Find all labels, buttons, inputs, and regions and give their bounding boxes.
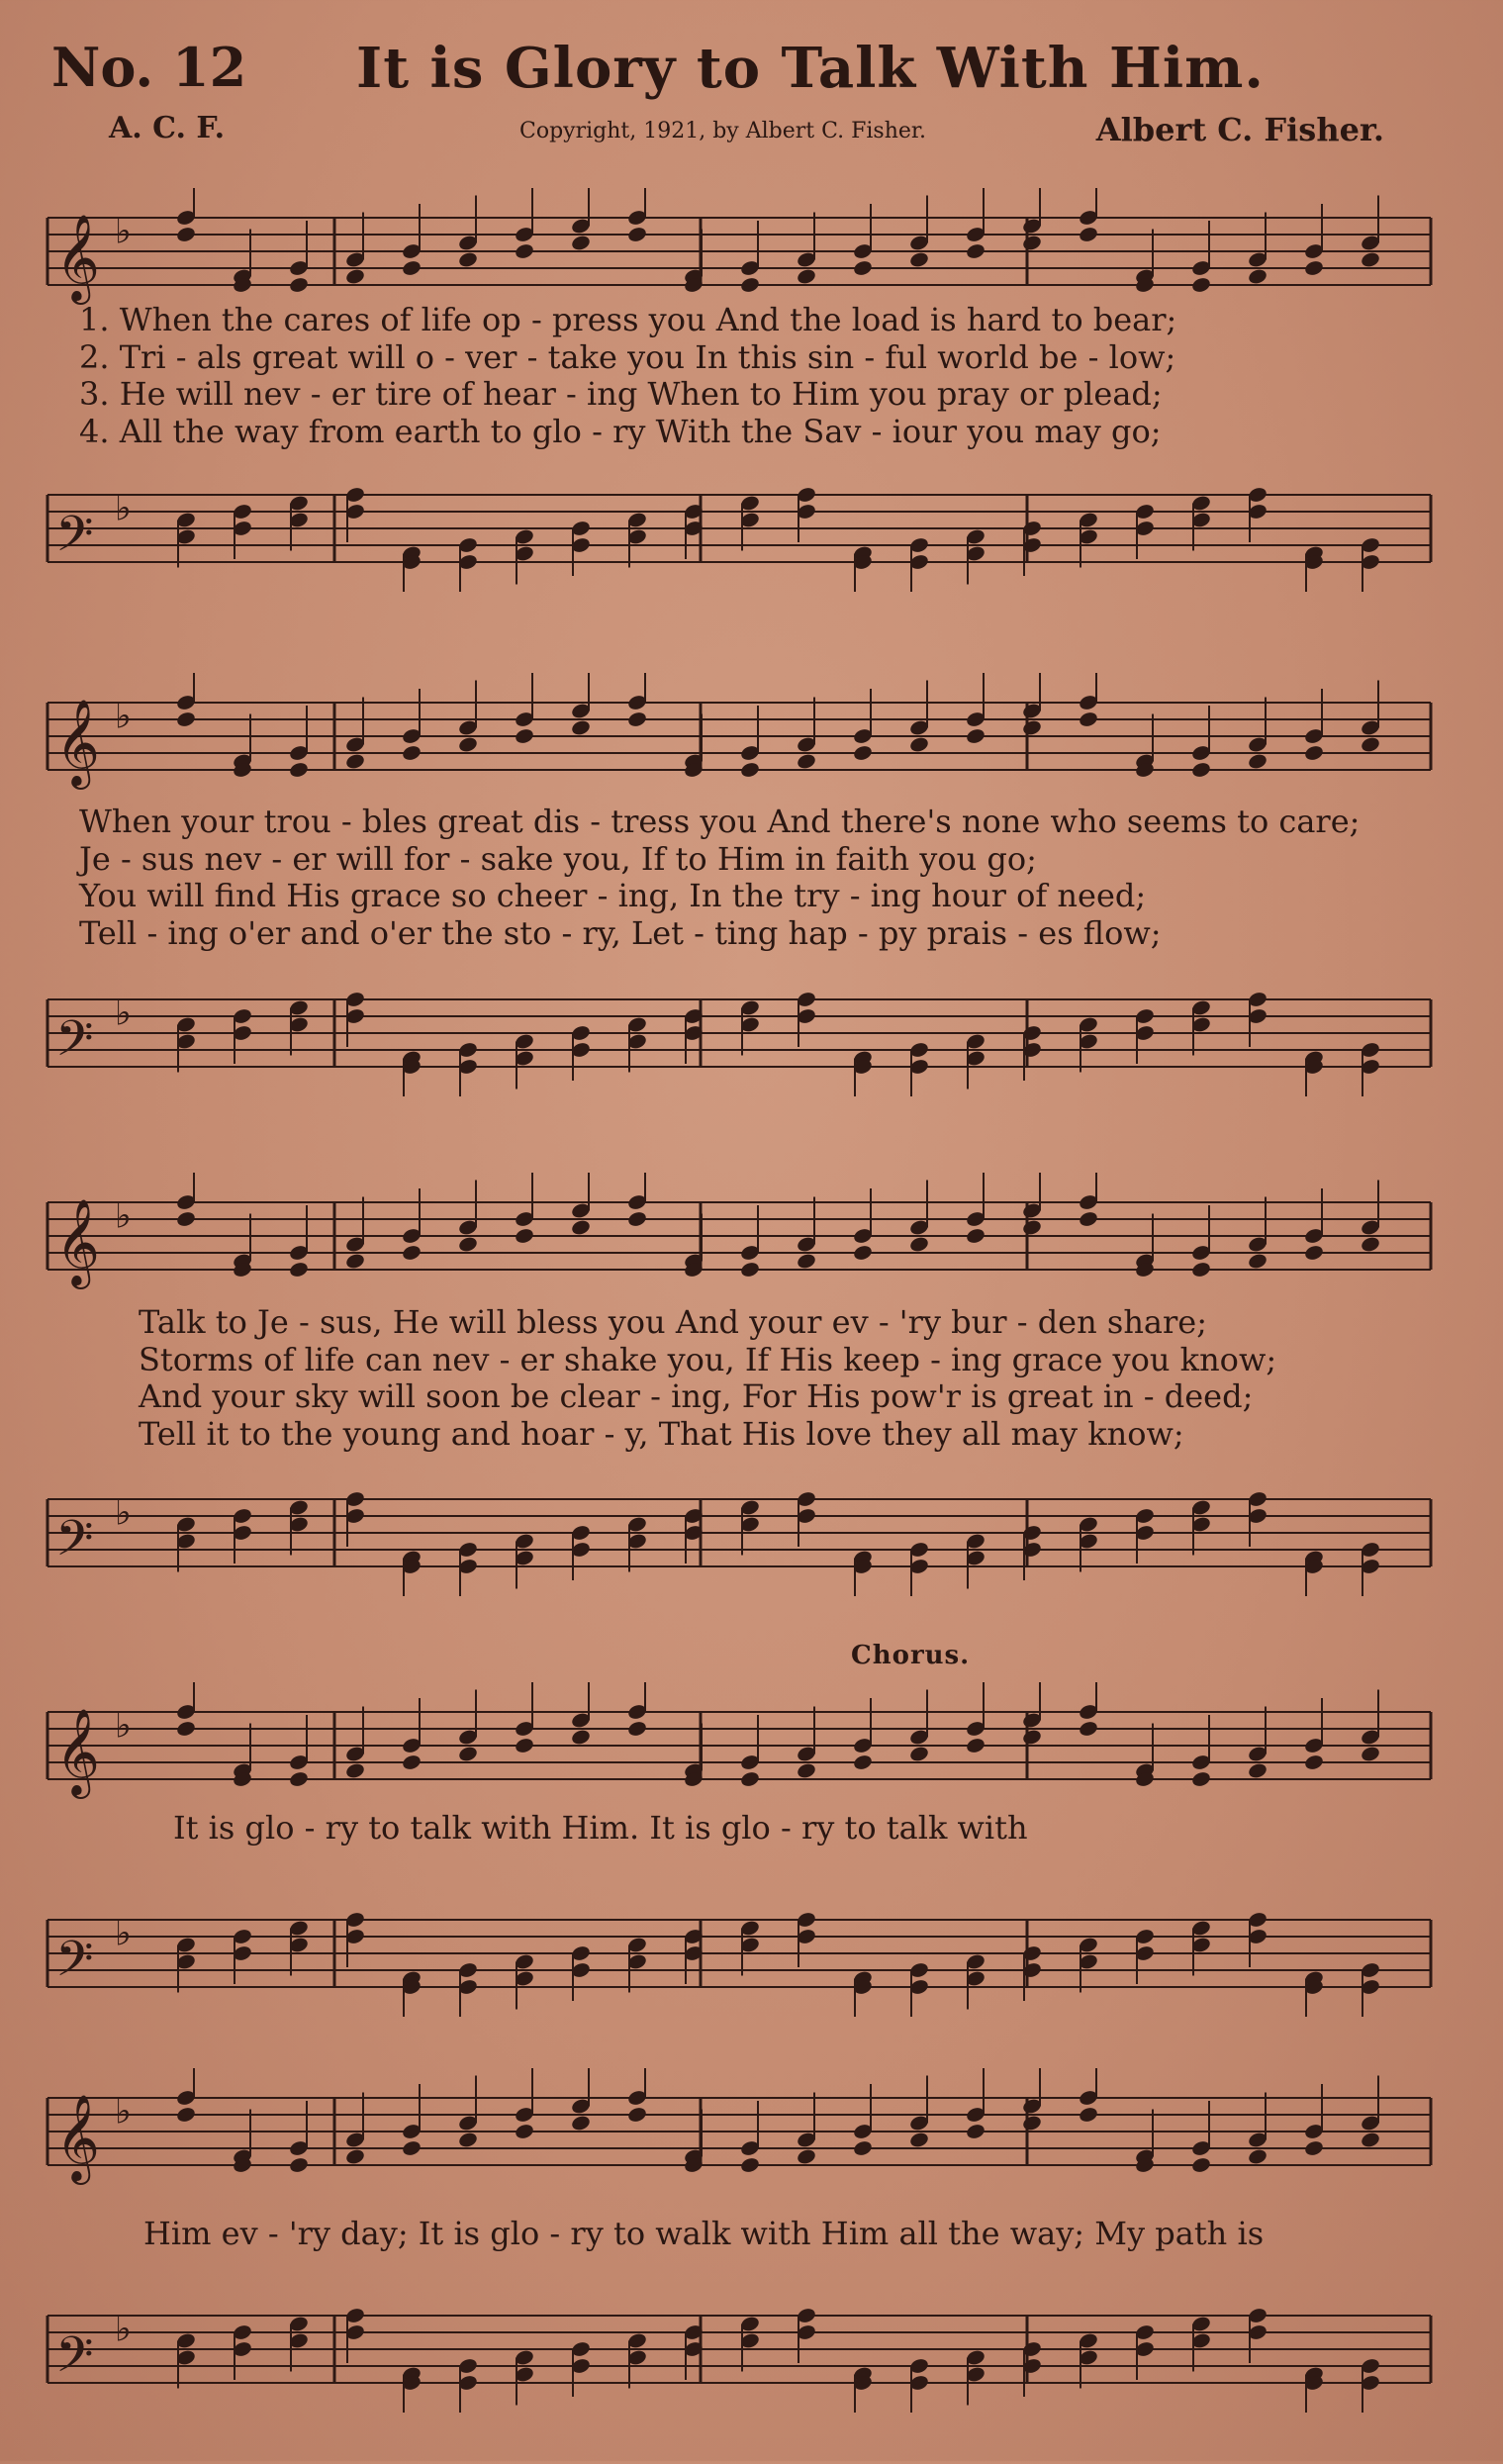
music-system-5: [38, 2048, 1441, 2464]
svg-text:♭: ♭: [115, 2309, 132, 2350]
verse-lyrics-block-3: [139, 1304, 1464, 1453]
copyright-notice: Copyright, 1921, by Albert C. Fisher.: [519, 119, 926, 143]
verse-line: 2. Tri - als great will o - ver - take you In this sin - ful world be - low;: [79, 337, 1176, 376]
svg-text:𝄢: 𝄢: [55, 1931, 94, 2000]
bass-staff: [38, 2286, 1441, 2415]
hymn-number: No. 12: [51, 36, 247, 99]
treble-staff: [38, 1682, 1441, 1811]
bass-staff: [38, 970, 1441, 1098]
svg-text:𝄞: 𝄞: [55, 1197, 100, 1285]
treble-staff: [38, 2068, 1441, 2197]
svg-text:𝄞: 𝄞: [55, 213, 100, 301]
music-system-4: [38, 1662, 1441, 2038]
svg-text:♭: ♭: [115, 696, 132, 737]
svg-text:𝄞: 𝄞: [55, 1707, 100, 1795]
verse-line: Tell it to the young and hoar - y, That His love they all may know;: [139, 1414, 1184, 1453]
bass-staff: [38, 1890, 1441, 2019]
svg-text:♭: ♭: [115, 993, 132, 1034]
svg-text:𝄢: 𝄢: [55, 1010, 94, 1080]
svg-text:♭: ♭: [115, 488, 132, 529]
svg-text:♭: ♭: [115, 1195, 132, 1237]
verse-line: Storms of life can nev - er shake you, If His keep - ing grace you know;: [139, 1340, 1277, 1378]
verse-lyrics-block-1: [79, 302, 1405, 450]
verse-line: When your trou - bles great dis - tress you And there's none who seems to care;: [79, 803, 1361, 840]
verse-line: Tell - ing o'er and o'er the sto - ry, Let - ting hap - py prais - es flow;: [79, 913, 1162, 952]
verse-line: And your sky will soon be clear - ing, For His pow'r is great in - deed;: [139, 1377, 1254, 1415]
svg-text:𝄢: 𝄢: [55, 506, 94, 575]
verse-line: Talk to Je - sus, He will bless you And your ev - 'ry bur - den share;: [139, 1303, 1208, 1341]
bass-staff: [38, 1469, 1441, 1598]
verse-line: 4. All the way from earth to glo - ry With the Sav - iour you may go;: [79, 412, 1162, 450]
hymn-title: It is Glory to Talk With Him.: [356, 36, 1265, 101]
svg-text:𝄞: 𝄞: [55, 698, 100, 786]
bass-staff: [38, 465, 1441, 594]
svg-text:♭: ♭: [115, 211, 132, 252]
chorus-lyric-line-2: Him ev - 'ry day; It is glo - ry to walk with Him all the way; My path is: [143, 2215, 1265, 2252]
author-credit: Albert C. Fisher.: [1095, 111, 1384, 148]
treble-staff: [38, 1173, 1441, 1301]
svg-text:♭: ♭: [115, 1913, 132, 1954]
hymn-header: [0, 28, 1503, 148]
svg-text:𝄢: 𝄢: [55, 1510, 94, 1579]
verse-line: Je - sus nev - er will for - sake you, If to Him in faith you go;: [79, 839, 1037, 878]
treble-staff: [38, 673, 1441, 802]
chorus-label: Chorus.: [851, 1641, 971, 1670]
verse-line: You will find His grace so cheer - ing, In the try - ing hour of need;: [79, 877, 1147, 914]
svg-text:𝄢: 𝄢: [55, 2326, 94, 2396]
treble-staff: [38, 188, 1441, 317]
verse-lyrics-block-2: [79, 804, 1405, 952]
svg-text:♭: ♭: [115, 1492, 132, 1534]
svg-text:𝄞: 𝄞: [55, 2093, 100, 2181]
verse-line: 3. He will nev - er tire of hear - ing When to Him you pray or plead;: [79, 375, 1163, 413]
tune-credit: A. C. F.: [109, 111, 226, 145]
chorus-lyric-line-1: It is glo - ry to talk with Him. It is glo - ry to talk with: [173, 1809, 1028, 1847]
svg-text:♭: ♭: [115, 1705, 132, 1747]
verse-line: 1. When the cares of life op - press you And the load is hard to bear;: [79, 301, 1177, 338]
svg-text:♭: ♭: [115, 2091, 132, 2132]
